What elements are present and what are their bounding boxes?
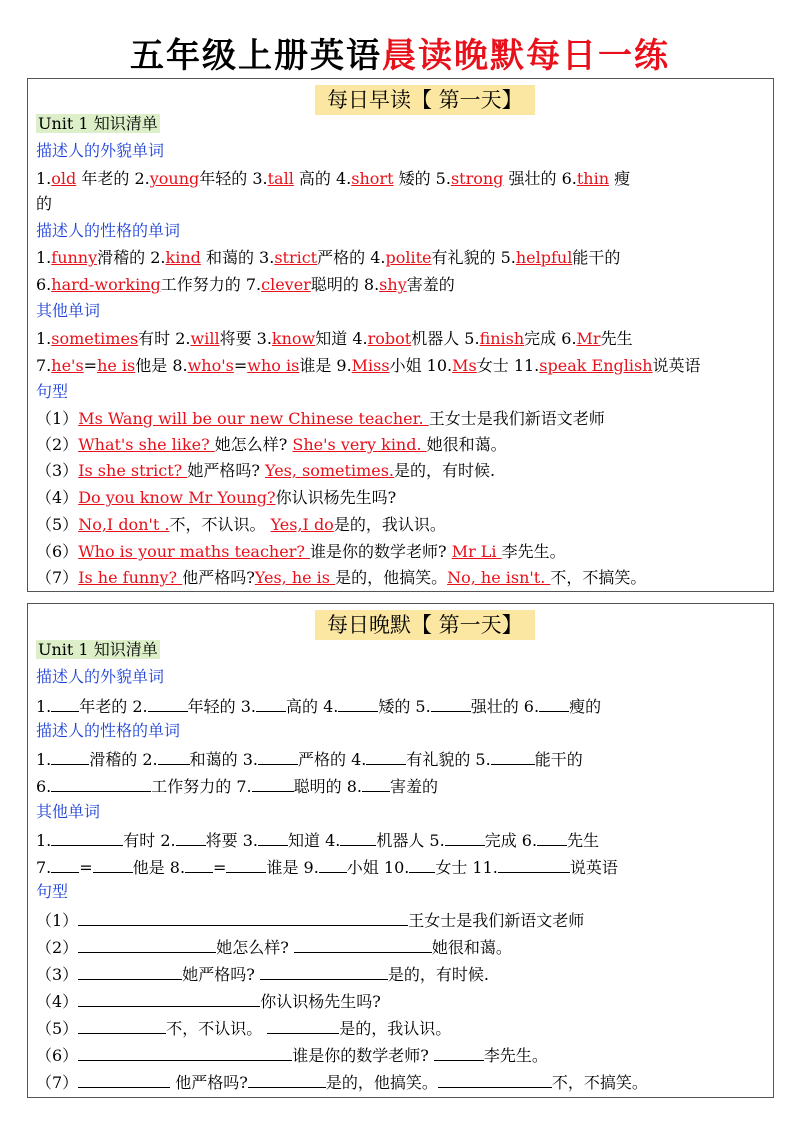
answer-text: will: [190, 329, 220, 348]
other-words-line-1: [36, 328, 633, 350]
answer-blank: [78, 935, 216, 953]
line-text: 有时 2.: [123, 831, 176, 850]
section-personality: 描述人的性格的单词: [36, 221, 181, 240]
answer-blank: [248, 1070, 326, 1088]
line-text: 1.: [36, 831, 52, 850]
other-blanks-line-2: [36, 855, 618, 879]
section-other-words: 其他单词: [36, 802, 101, 821]
answer-text: No, he isn't.: [447, 568, 551, 587]
line-text: 她严格吗?: [182, 965, 260, 984]
line-text: 聪明的 8.: [293, 777, 362, 796]
answer-text: old: [51, 169, 77, 188]
line-text: 是的，有时候.: [394, 461, 496, 480]
line-text: 矮的 5.: [393, 169, 451, 188]
line-text: 她很和蔼。: [426, 435, 507, 454]
answer-text: Mr Li: [451, 542, 502, 561]
line-text: 高的 4.: [285, 697, 339, 716]
line-text: 完成 6.: [484, 831, 538, 850]
sentence-blank-6: [36, 1043, 548, 1067]
answer-text: strict: [274, 248, 318, 267]
line-text: 她很和蔼。: [431, 938, 512, 957]
sentence-blank-2: [36, 935, 512, 959]
answer-text: Miss: [351, 356, 390, 375]
line-text: 有时 2.: [138, 329, 191, 348]
line-text: 是的，他搞笑。: [325, 1073, 438, 1092]
answer-blank: [158, 747, 190, 765]
line-text: （3）: [36, 461, 79, 480]
answer-text: young: [149, 169, 200, 188]
answer-blank: [78, 1070, 170, 1088]
answer-blank: [226, 855, 266, 873]
line-text: （7）: [36, 568, 79, 587]
answer-text: he's: [51, 356, 84, 375]
answer-text: kind: [165, 248, 201, 267]
answer-text: funny: [51, 248, 98, 267]
answer-blank: [78, 989, 260, 1007]
line-text: 不，不认识。: [166, 1019, 268, 1038]
line-text: 小姐 10.: [346, 858, 410, 877]
line-text: 他是 8.: [135, 356, 188, 375]
line-text: （4）: [36, 488, 79, 507]
answer-blank: [362, 774, 390, 792]
line-text: 7.: [36, 858, 52, 877]
answer-text: he is: [97, 356, 136, 375]
answer-blank: [78, 1016, 166, 1034]
answer-text: who's: [187, 356, 234, 375]
sentence-4: [36, 487, 396, 509]
answer-blank: [445, 828, 485, 846]
line-text: 是的，我认识。: [333, 515, 446, 534]
line-text: （1）: [36, 409, 79, 428]
line-text: 知道 4.: [287, 831, 341, 850]
line-text: 强壮的 6.: [470, 697, 540, 716]
line-text: 先生: [567, 831, 600, 850]
line-text: 谁是你的数学老师?: [310, 542, 452, 561]
title-black: 五年级上册英语: [130, 36, 382, 76]
answer-blank: [78, 908, 408, 926]
answer-text: thin: [576, 169, 610, 188]
line-text: （7）: [36, 1073, 79, 1092]
answer-blank: [252, 774, 294, 792]
line-text: 工作努力的 7.: [151, 777, 252, 796]
line-text: 谁是你的数学老师?: [292, 1046, 434, 1065]
line-text: 有礼貌的 5.: [431, 248, 516, 267]
line-text: 工作努力的 7.: [160, 275, 262, 294]
section-appearance: 描述人的外貌单词: [36, 667, 165, 686]
answer-text: What's she like?: [78, 435, 215, 454]
line-text: 和蔼的 3.: [200, 248, 275, 267]
line-text: （3）: [36, 965, 79, 984]
line-text: 滑稽的 2.: [89, 750, 158, 769]
line-text: 她怎么样?: [214, 435, 293, 454]
answer-text: speak English: [539, 356, 653, 375]
answer-text: tall: [267, 169, 294, 188]
line-text: （5）: [36, 515, 79, 534]
line-text: 害羞的: [389, 777, 438, 796]
line-text: 她严格吗?: [187, 461, 266, 480]
title-red: 晨读晚默每日一练: [382, 36, 670, 76]
answer-blank: [185, 855, 213, 873]
answer-text: Is she strict?: [78, 461, 188, 480]
answer-text: clever: [261, 275, 311, 294]
evening-dictation-section: [27, 603, 774, 1098]
line-text: 完成 6.: [524, 329, 577, 348]
line-text: 李先生。: [483, 1046, 548, 1065]
answer-text: robot: [367, 329, 412, 348]
line-text: （6）: [36, 542, 79, 561]
line-text: 将要 3.: [219, 329, 272, 348]
answer-text: No,I don't .: [78, 515, 170, 534]
line-text: 先生: [600, 329, 633, 348]
line-text: （2）: [36, 435, 79, 454]
line-text: 他严格吗?: [182, 568, 255, 587]
answer-text: Yes,I do: [270, 515, 334, 534]
line-text: 女士 11.: [435, 858, 498, 877]
sentence-3: [36, 460, 495, 482]
morning-reading-section: [27, 78, 774, 592]
personality-words-line-1: [36, 247, 620, 269]
appearance-words-line: [36, 168, 630, 190]
answer-blank: [51, 747, 89, 765]
answer-blank: [539, 694, 569, 712]
answer-blank: [176, 828, 206, 846]
answer-blank: [438, 1070, 552, 1088]
answer-text: strong: [450, 169, 504, 188]
answer-blank: [78, 1043, 292, 1061]
answer-text: finish: [479, 329, 525, 348]
line-text: =: [233, 356, 248, 375]
answer-blank: [338, 694, 378, 712]
answer-text: who is: [247, 356, 300, 375]
line-text: 年轻的 3.: [187, 697, 256, 716]
appearance-blanks-line: [36, 694, 601, 718]
answer-blank: [434, 1043, 484, 1061]
line-text: 他是 8.: [132, 858, 186, 877]
sentence-1: [36, 408, 605, 430]
line-text: 你认识杨先生吗?: [260, 992, 381, 1011]
answer-blank: [409, 855, 435, 873]
appearance-words-wrap: 的: [36, 194, 53, 213]
line-text: 是的，我认识。: [339, 1019, 452, 1038]
answer-text: know: [271, 329, 316, 348]
answer-text: shy: [379, 275, 407, 294]
answer-blank: [340, 828, 376, 846]
answer-text: Who is your maths teacher?: [78, 542, 311, 561]
line-text: 你认识杨先生吗?: [275, 488, 397, 507]
line-text: 瘦的: [569, 697, 602, 716]
answer-text: Ms: [452, 356, 477, 375]
line-text: 有礼貌的 5.: [406, 750, 491, 769]
line-text: 不，不认识。: [169, 515, 271, 534]
sentence-6: [36, 541, 566, 563]
answer-text: Yes, he is: [254, 568, 336, 587]
answer-blank: [51, 694, 79, 712]
line-text: 和蔼的 3.: [189, 750, 258, 769]
morning-header: 每日早读【 第一天】: [315, 85, 535, 115]
line-text: 不，不搞笑。: [550, 568, 647, 587]
line-text: 矮的 5.: [378, 697, 431, 716]
sentence-blank-7: [36, 1070, 648, 1094]
line-text: 说英语: [569, 858, 618, 877]
line-text: 谁是 9.: [299, 356, 352, 375]
line-text: 1.: [36, 697, 52, 716]
line-text: 机器人 5.: [411, 329, 480, 348]
section-personality: 描述人的性格的单词: [36, 721, 181, 740]
evening-header: 每日晚默【 第一天】: [315, 610, 535, 640]
line-text: =: [213, 858, 227, 877]
line-text: 6.: [36, 275, 52, 294]
line-text: 她怎么样?: [216, 938, 294, 957]
personality-words-line-2: [36, 274, 455, 296]
answer-blank: [258, 828, 288, 846]
answer-blank: [148, 694, 188, 712]
line-text: 严格的 4.: [317, 248, 386, 267]
line-text: 滑稽的 2.: [97, 248, 166, 267]
line-text: 1.: [36, 329, 52, 348]
line-text: 能干的: [534, 750, 583, 769]
line-text: 王女士是我们新语文老师: [408, 911, 585, 930]
sentence-blank-5: [36, 1016, 451, 1040]
sentence-blank-1: [36, 908, 584, 932]
line-text: 年老的 2.: [76, 169, 150, 188]
answer-blank: [93, 855, 133, 873]
sentence-7: [36, 567, 646, 589]
answer-blank: [51, 855, 79, 873]
line-text: 谁是 9.: [266, 858, 319, 877]
line-text: 机器人 5.: [376, 831, 445, 850]
page-title: [0, 28, 800, 77]
line-text: 是的，他搞笑。: [335, 568, 448, 587]
line-text: 1.: [36, 248, 52, 267]
answer-text: polite: [385, 248, 432, 267]
line-text: 6.: [36, 777, 52, 796]
unit-label: Unit 1 知识清单: [38, 114, 158, 133]
answer-text: Yes, sometimes.: [265, 461, 395, 480]
answer-text: short: [351, 169, 394, 188]
answer-blank: [537, 828, 567, 846]
line-text: 瘦: [609, 169, 631, 188]
line-text: 年轻的 3.: [199, 169, 268, 188]
answer-blank: [267, 1016, 339, 1034]
line-text: 高的 4.: [293, 169, 352, 188]
answer-blank: [51, 774, 151, 792]
line-text: 聪明的 8.: [310, 275, 380, 294]
answer-blank: [260, 962, 388, 980]
answer-text: sometimes: [51, 329, 139, 348]
answer-blank: [294, 935, 432, 953]
line-text: 小姐 10.: [389, 356, 453, 375]
line-text: 严格的 4.: [297, 750, 367, 769]
answer-blank: [78, 962, 182, 980]
answer-text: helpful: [515, 248, 573, 267]
answer-text: Mr: [576, 329, 601, 348]
line-text: 李先生。: [501, 542, 566, 561]
answer-text: Ms Wang will be our new Chinese teacher.: [78, 409, 429, 428]
line-text: 1.: [36, 750, 52, 769]
line-text: 害羞的: [406, 275, 455, 294]
line-text: 强壮的 6.: [503, 169, 577, 188]
line-text: （2）: [36, 938, 79, 957]
sentence-blank-3: [36, 962, 489, 986]
answer-text: hard-working: [51, 275, 161, 294]
line-text: 将要 3.: [205, 831, 258, 850]
section-appearance: 描述人的外貌单词: [36, 141, 165, 160]
line-text: （6）: [36, 1046, 79, 1065]
answer-text: She's very kind.: [292, 435, 427, 454]
other-blanks-line-1: [36, 828, 599, 852]
line-text: 1.: [36, 169, 52, 188]
line-text: 知道 4.: [315, 329, 368, 348]
line-text: 女士 11.: [476, 356, 540, 375]
answer-blank: [319, 855, 347, 873]
answer-blank: [366, 747, 406, 765]
line-text: 不，不搞笑。: [551, 1073, 648, 1092]
line-text: 年老的 2.: [79, 697, 148, 716]
personality-blanks-line-2: [36, 774, 438, 798]
answer-blank: [491, 747, 535, 765]
answer-blank: [256, 694, 286, 712]
line-text: 王女士是我们新语文老师: [428, 409, 605, 428]
other-words-line-2: [36, 355, 701, 377]
section-other-words: 其他单词: [36, 301, 101, 320]
line-text: 是的，有时候.: [387, 965, 489, 984]
line-text: 7.: [36, 356, 52, 375]
sentence-2: [36, 434, 507, 456]
sentence-5: [36, 514, 446, 536]
personality-blanks-line-1: [36, 747, 583, 771]
line-text: 能干的: [572, 248, 621, 267]
line-text: （1）: [36, 911, 79, 930]
answer-blank: [51, 828, 123, 846]
answer-blank: [498, 855, 570, 873]
line-text: （5）: [36, 1019, 79, 1038]
line-text: （4）: [36, 992, 79, 1011]
line-text: 说英语: [652, 356, 701, 375]
line-text: =: [83, 356, 98, 375]
answer-blank: [431, 694, 471, 712]
section-sentences: 句型: [36, 382, 69, 401]
answer-text: Do you know Mr Young?: [78, 488, 276, 507]
line-text: 他严格吗?: [170, 1073, 248, 1092]
answer-blank: [258, 747, 298, 765]
answer-text: Is he funny?: [78, 568, 183, 587]
unit-label: Unit 1 知识清单: [38, 640, 158, 659]
line-text: =: [79, 858, 93, 877]
sentence-blank-4: [36, 989, 381, 1013]
section-sentences: 句型: [36, 882, 69, 901]
